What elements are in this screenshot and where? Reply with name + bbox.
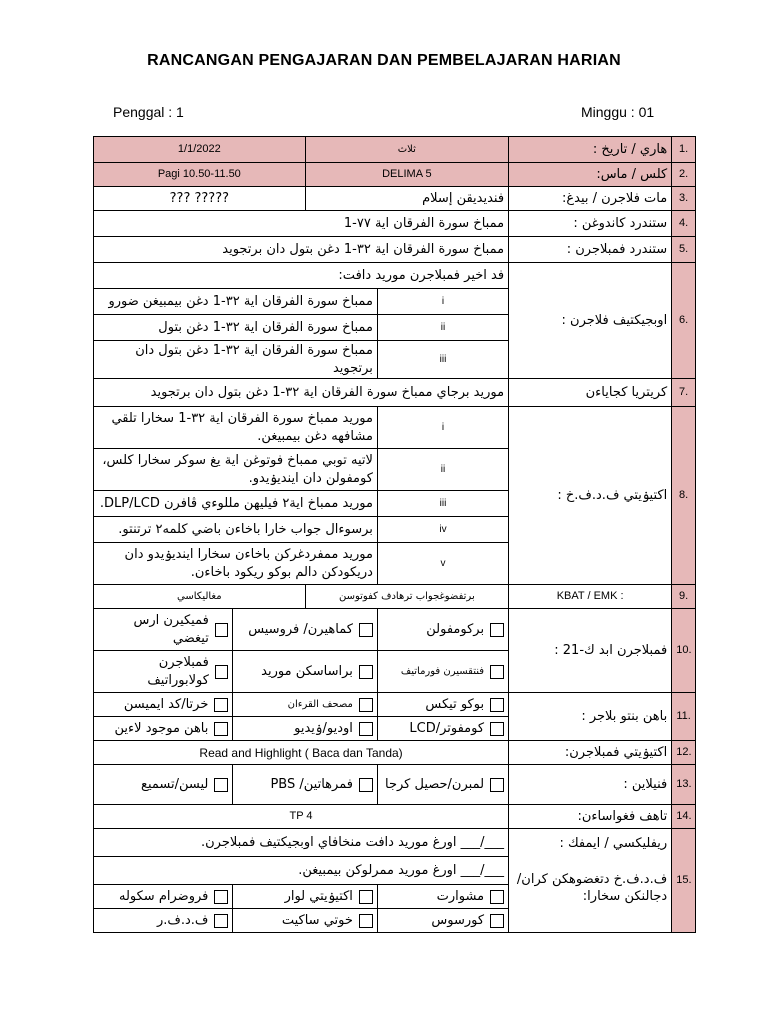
row-learning-activity — [94, 741, 696, 765]
objective-numeral: iii — [377, 341, 508, 379]
checkbox[interactable] — [359, 722, 373, 736]
date-label: هاري / تاريخ : — [509, 137, 672, 163]
activity-numeral: i — [377, 407, 508, 449]
row-reflection-1 — [94, 829, 696, 857]
kbat-value-b: مغاليكاسي — [94, 585, 306, 609]
checkbox[interactable] — [215, 665, 228, 679]
row-number: 8. — [672, 407, 696, 585]
objective-label: اوبجيكتيف فلاجرن : — [509, 263, 672, 379]
checkbox[interactable] — [215, 623, 229, 637]
page-title: RANCANGAN PENGAJARAN DAN PEMBELAJARAN HARIAN — [147, 52, 621, 69]
reflection-line: ___/___ اورغ موريد دافت منخافاي اوبجيكتيف فمبلاجرن. — [94, 829, 509, 857]
row-pak21-a — [94, 609, 696, 651]
checkbox[interactable] — [359, 778, 373, 792]
checkbox[interactable] — [359, 914, 373, 928]
learning-standard-value: ممباخ سورة الفرقان اية ٣٢-1 دغن بتول دان برتجويد — [94, 237, 509, 263]
row-number: 15. — [672, 829, 696, 933]
objective-numeral: ii — [377, 315, 508, 341]
row-success-criteria — [94, 379, 696, 407]
activity-text: موريد ممباخ اية٢ فيليهن مللوءي ڤافرن DLP/LCD. — [94, 491, 378, 517]
pak21-option: بركومفولن — [377, 609, 508, 651]
row-number: 10. — [672, 609, 696, 693]
reflection-label-bottom: ف.د.ف.خ دتغضوهكن كران/دجالنكن سخارا: — [516, 871, 668, 905]
checkbox[interactable] — [490, 890, 504, 904]
activity-text: برسوءال جواب خارا باخاءن باضي كلمه٢ ترتنتو. — [94, 517, 378, 543]
learning-activity-value: Read and Highlight ( Baca dan Tanda) — [94, 741, 509, 765]
activity-numeral: v — [377, 543, 508, 585]
reflection-label — [509, 829, 672, 933]
row-content-standard — [94, 211, 696, 237]
subject-label: مات فلاجرن / بيدغ: — [509, 187, 672, 211]
material-option: كومفوتر/LCD — [377, 717, 508, 741]
reflection-option: كورسوس — [377, 909, 508, 933]
pak21-label: فمبلاجرن ابد ك-21 : — [509, 609, 672, 693]
checkbox[interactable] — [359, 698, 373, 712]
reflection-label-top: ريفليكسي / ايمفك : — [559, 836, 668, 852]
checkbox[interactable] — [359, 890, 373, 904]
material-option: مصحف القرءان — [233, 693, 378, 717]
subject-value: فنديديقن إسلام — [305, 187, 508, 211]
objective-text: ممباخ سورة الفرقان اية ٣٢-1 دغن بتول — [94, 315, 378, 341]
row-number: 14. — [672, 805, 696, 829]
row-learning-standard — [94, 237, 696, 263]
checkbox[interactable] — [490, 698, 504, 712]
row-number: 7. — [672, 379, 696, 407]
row-number: 13. — [672, 765, 696, 805]
kbat-label: KBAT / EMK : — [509, 585, 672, 609]
objective-intro: فد اخير فمبلاجرن موريد دافت: — [94, 263, 509, 289]
activity-numeral: ii — [377, 449, 508, 491]
reflection-option: خوتي ساكيت — [233, 909, 378, 933]
checkbox[interactable] — [490, 914, 504, 928]
class-label: كلس / ماس: — [509, 163, 672, 187]
row-number: 5. — [672, 237, 696, 263]
activity-label: اكتيۏيتي ف.د.ف.خ : — [509, 407, 672, 585]
row-class — [94, 163, 696, 187]
checkbox[interactable] — [214, 914, 228, 928]
assessment-option: ليسن/تسميع — [94, 765, 233, 805]
activity-text: لاتيه توبي ممباخ فوتوغن اية يغ سوكر سخارا كلس، كومفولن دان اينديۏيدو. — [94, 449, 378, 491]
activity-text: موريد ممفردغركن باخاءن سخارا اينديۏيدو دان دريكودكن دالم بوكو ريكود باخاءن. — [94, 543, 378, 585]
row-mastery-level — [94, 805, 696, 829]
class-value: DELIMA 5 — [305, 163, 508, 187]
row-number: 1. — [672, 137, 696, 163]
checkbox[interactable] — [214, 890, 228, 904]
row-objective-intro — [94, 263, 696, 289]
kbat-value-a: برتفضوغجواب ترهادف كفوتوسن — [305, 585, 508, 609]
checkbox[interactable] — [214, 722, 228, 736]
row-kbat — [94, 585, 696, 609]
penggal-label: Penggal : 1 — [113, 104, 184, 120]
row-number: 11. — [672, 693, 696, 741]
activity-item — [94, 407, 696, 449]
material-option: باهن موجود لاءين — [94, 717, 233, 741]
objective-text: ممباخ سورة الفرقان اية ٣٢-1 دغن بيمبيغن ضورو — [94, 289, 378, 315]
row-number: 2. — [672, 163, 696, 187]
row-subject — [94, 187, 696, 211]
pak21-option: كماهيرن/ فروسيس — [233, 609, 378, 651]
mastery-level-value: TP 4 — [94, 805, 509, 829]
row-number: 6. — [672, 263, 696, 379]
checkbox[interactable] — [490, 778, 504, 792]
checkbox[interactable] — [214, 778, 228, 792]
reflection-line: ___/___ اورغ موريد ممرلوكن بيمبيغن. — [94, 857, 509, 885]
lesson-plan-table — [93, 136, 696, 933]
pak21-option: فميكيرن ارس تيغضي — [94, 609, 233, 651]
row-number: 12. — [672, 741, 696, 765]
reflection-option: اكتيۏيتي لوار — [233, 885, 378, 909]
success-criteria-label: كريتريا كجاياءن — [509, 379, 672, 407]
material-option: اوديو/ۏيديو — [233, 717, 378, 741]
learning-activity-label: اكتيۏيتي فمبلاجرن: — [509, 741, 672, 765]
checkbox[interactable] — [490, 623, 504, 637]
activity-numeral: iv — [377, 517, 508, 543]
row-number: 9. — [672, 585, 696, 609]
reflection-option: فروضرام سكوله — [94, 885, 233, 909]
minggu-label: Minggu : 01 — [581, 104, 655, 120]
pak21-option: براساسكن موريد — [233, 651, 378, 693]
assessment-label: فنيلاين : — [509, 765, 672, 805]
material-option: بوكو تيكس — [377, 693, 508, 717]
content-standard-label: ستندرد كاندوغن : — [509, 211, 672, 237]
objective-text: ممباخ سورة الفرقان اية ٣٢-1 دغن بتول دان برتجويد — [94, 341, 378, 379]
mastery-level-label: تاهف فغواساءن: — [509, 805, 672, 829]
content-standard-value: ممباخ سورة الفرقان اية ٧٧-1 — [94, 211, 509, 237]
checkbox[interactable] — [490, 722, 504, 736]
row-assessment — [94, 765, 696, 805]
learning-standard-label: ستندرد فمبلاجرن : — [509, 237, 672, 263]
row-number: 3. — [672, 187, 696, 211]
date-value: 1/1/2022 — [94, 137, 306, 163]
row-material-a — [94, 693, 696, 717]
pak21-option: فنتقسيرن فورماتيف — [377, 651, 508, 693]
topic-value: ??? ????? — [94, 187, 306, 211]
checkbox[interactable] — [359, 665, 373, 679]
row-number: 4. — [672, 211, 696, 237]
material-option: خرتا/كد ايميسن — [94, 693, 233, 717]
success-criteria-value: موريد برجاي ممباخ سورة الفرقان اية ٣٢-1 دغن بتول دان برتجويد — [94, 379, 509, 407]
material-label: باهن بنتو بلاجر : — [509, 693, 672, 741]
checkbox[interactable] — [490, 665, 504, 679]
activity-text: موريد ممباخ سورة الفرقان اية ٣٢-1 سخارا تلقي مشافهه دغن بيمبيغن. — [94, 407, 378, 449]
reflection-option: ف.د.ف.ر — [94, 909, 233, 933]
assessment-option: لمبرن/حصيل كرجا — [377, 765, 508, 805]
checkbox[interactable] — [214, 698, 228, 712]
checkbox[interactable] — [359, 623, 373, 637]
day-value: ثلاث — [305, 137, 508, 163]
time-value: Pagi 10.50-11.50 — [94, 163, 306, 187]
objective-numeral: i — [377, 289, 508, 315]
pak21-option: فمبلاجرن كولابوراتيف — [94, 651, 233, 693]
activity-numeral: iii — [377, 491, 508, 517]
assessment-option: فمرهاتين/ PBS — [233, 765, 378, 805]
reflection-option: مشوارت — [377, 885, 508, 909]
row-date — [94, 137, 696, 163]
